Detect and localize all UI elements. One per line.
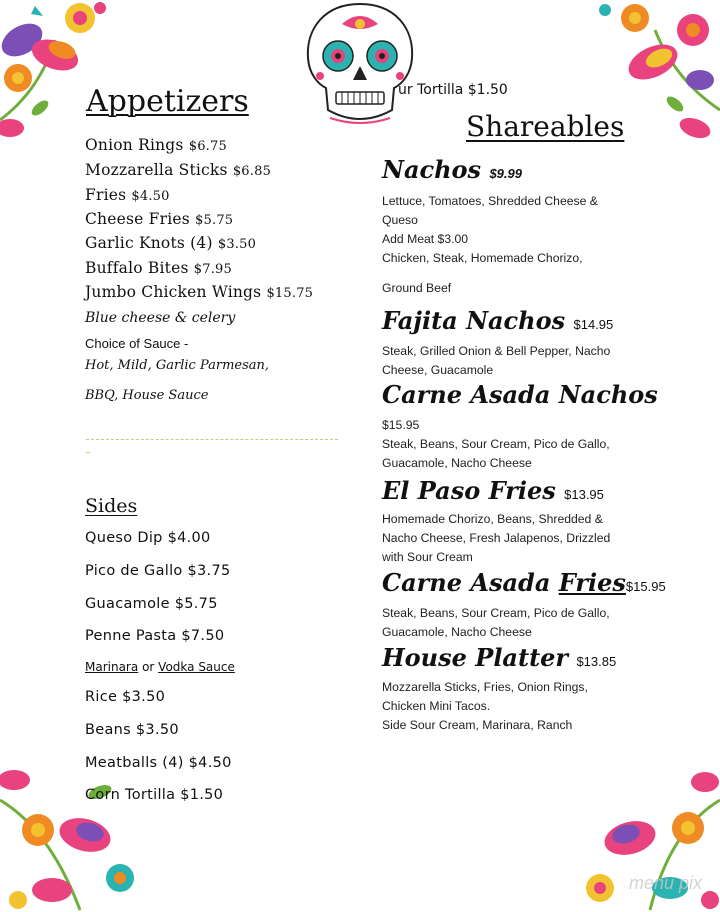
side-item: Penne Pasta $7.50 [85,628,225,644]
menu-item: Buffalo Bites $7.95 [85,259,232,277]
menu-item: Fries $4.50 [85,186,170,204]
side-item: Meatballs (4) $4.50 [85,755,232,771]
shareables-heading: Shareables [466,110,625,143]
menu-item: Onion Rings $6.75 [85,136,227,154]
side-item: Queso Dip $4.00 [85,530,211,546]
sauce-label: Choice of Sauce - [85,336,189,351]
section-divider-tail [86,452,90,453]
floral-corner-top-left [0,0,130,150]
side-item: Beans $3.50 [85,722,179,738]
menu-item: Garlic Knots (4) $3.50 [85,234,257,252]
dish-description: Mozzarella Sticks, Fries, Onion Rings, Chicken Mini Tacos. Side Sour Cream, Marinara, Ranch [382,680,588,732]
sides-heading: Sides [85,495,138,517]
side-item: Corn Tortilla $1.50 [85,787,224,803]
dish-title: House Platter $13.85 [382,643,617,672]
pasta-sauce-options: Marinara or Vodka Sauce [85,660,235,674]
menu-item: Cheese Fries $5.75 [85,210,234,228]
floral-corner-bottom-left [0,760,150,912]
appetizers-heading: Appetizers [86,84,249,119]
side-item: Pico de Gallo $3.75 [85,563,231,579]
dish-title: Carne Asada Fries$15.95 [382,568,666,597]
sauce-options-line1: Hot, Mild, Garlic Parmesan, [85,358,270,373]
partial-tortilla-text: ur Tortilla $1.50 [398,82,508,98]
section-divider [86,439,338,440]
dish-description: $15.95 Steak, Beans, Sour Cream, Pico de Gallo, Guacamole, Nacho Cheese [382,418,610,470]
dish-description: Steak, Beans, Sour Cream, Pico de Gallo, Guacamole, Nacho Cheese [382,606,610,639]
dish-title: Fajita Nachos $14.95 [382,306,614,335]
dish-title: Nachos $9.99 [382,155,522,184]
side-item: Rice $3.50 [85,689,166,705]
sauce-options-line2: BBQ, House Sauce [85,388,209,403]
dish-title: Carne Asada Nachos [382,380,658,409]
sugar-skull-logo [300,0,420,130]
dish-description: Lettuce, Tomatoes, Shredded Cheese & Queso Add Meat $3.00 Chicken, Steak, Homemade Chorizo, Ground Beef [382,194,598,295]
dish-description: Homemade Chorizo, Beans, Shredded & Nacho Cheese, Fresh Jalapenos, Drizzled with Sour Cream [382,512,611,564]
menu-item: Jumbo Chicken Wings $15.75 [85,283,314,301]
watermark: menu pix [628,873,702,893]
side-item: Guacamole $5.75 [85,596,218,612]
dish-description: Steak, Grilled Onion & Bell Pepper, Nacho Cheese, Guacamole [382,344,611,377]
wings-note: Blue cheese & celery [85,310,236,326]
dish-title: El Paso Fries $13.95 [382,476,604,505]
menu-item: Mozzarella Sticks $6.85 [85,161,272,179]
